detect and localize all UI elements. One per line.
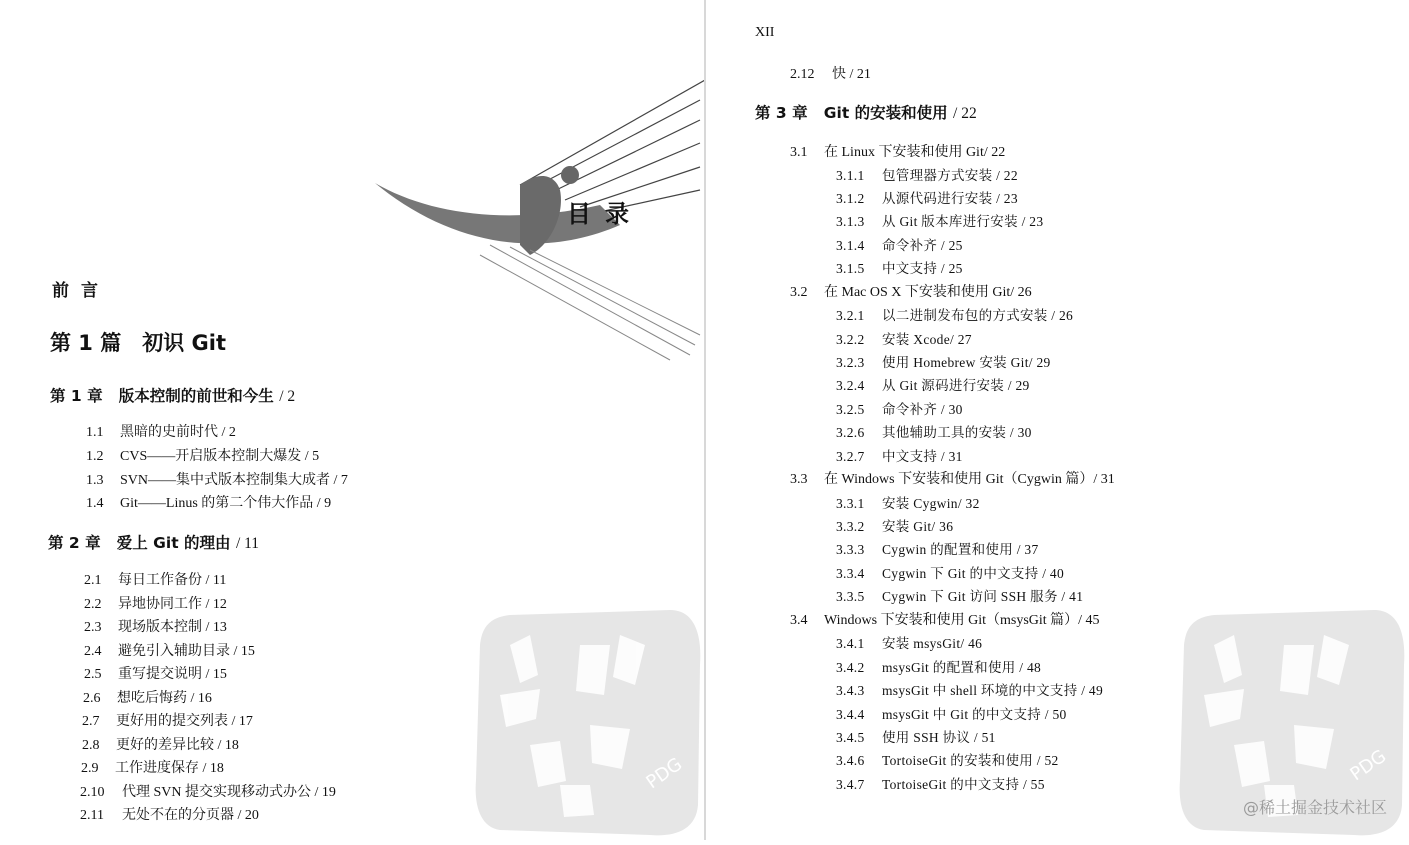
subsection-title: 命令补齐 / 25 (882, 238, 963, 253)
subsection-number: 3.2.7 (836, 449, 865, 464)
section-title: CVS——开启版本控制大爆发 / 5 (120, 449, 320, 464)
section-number: 2.11 (80, 808, 104, 823)
toc-entry[interactable] (84, 663, 227, 683)
toc-subentry[interactable] (836, 726, 996, 746)
subsection-title: 从源代码进行安装 / 23 (882, 191, 1018, 206)
section-number: 1.2 (86, 449, 104, 464)
subsection-title: 使用 SSH 协议 / 51 (882, 730, 996, 745)
subsection-number: 3.3.4 (836, 566, 865, 581)
toc-entry[interactable] (84, 569, 226, 589)
toc-subentry[interactable] (836, 328, 972, 348)
toc-subentry[interactable] (836, 632, 982, 652)
toc-entry[interactable] (86, 492, 331, 512)
toc-subentry[interactable] (836, 187, 1018, 207)
chapter-title: 爱上 Git 的理由 (116, 534, 231, 552)
subsection-title: Cygwin 的配置和使用 / 37 (882, 542, 1039, 557)
toc-entry[interactable] (82, 710, 253, 730)
subsection-title: 使用 Homebrew 安装 Git/ 29 (882, 355, 1051, 370)
subsection-title: TortoiseGit 的安装和使用 / 52 (882, 753, 1059, 768)
toc-subentry[interactable] (836, 492, 980, 512)
section-title: 黑暗的史前时代 / 2 (120, 425, 236, 440)
toc-subentry[interactable] (836, 703, 1067, 723)
toc-subentry[interactable] (836, 374, 1030, 394)
toc-entry[interactable] (86, 421, 236, 441)
section-title: 想吃后悔药 / 16 (117, 691, 212, 706)
section-number: 2.4 (84, 644, 102, 659)
subsection-title: 从 Git 版本库进行安装 / 23 (882, 214, 1044, 229)
subsection-title: msysGit 中 shell 环境的中文支持 / 49 (882, 683, 1104, 698)
stamp-label: PDG (1346, 745, 1391, 786)
left-page (0, 0, 705, 840)
section-number: 2.1 (84, 573, 102, 588)
section-number: 2.3 (84, 620, 102, 635)
chapter-page: / 11 (235, 535, 260, 552)
windsurfer-illustration (370, 75, 705, 365)
subsection-number: 3.4.7 (836, 777, 865, 792)
section-title: Windows 下安装和使用 Git（msysGit 篇）/ 45 (824, 613, 1100, 628)
section-number: 1.3 (86, 473, 104, 488)
toc-entry[interactable] (82, 734, 239, 754)
subsection-title: 其他辅助工具的安装 / 30 (882, 425, 1032, 440)
section-number: 2.9 (81, 761, 99, 776)
chapter-title: 版本控制的前世和今生 (118, 387, 274, 405)
section-number: 1.1 (86, 425, 104, 440)
section-title: 快 / 21 (832, 67, 871, 82)
subsection-number: 3.2.6 (836, 425, 865, 440)
toc-subentry[interactable] (836, 562, 1064, 582)
section-number: 2.2 (84, 597, 102, 612)
chapter-label: 第 1 章 (50, 387, 103, 405)
section-title: 工作进度保存 / 18 (115, 761, 224, 776)
toc-subentry[interactable] (836, 164, 1018, 184)
subsection-title: msysGit 中 Git 的中文支持 / 50 (882, 707, 1067, 722)
toc-subentry[interactable] (836, 538, 1039, 558)
toc-entry[interactable] (84, 593, 227, 613)
toc-subentry[interactable] (836, 351, 1051, 371)
toc-subentry[interactable] (836, 679, 1103, 699)
chapter-3-heading[interactable] (755, 101, 977, 123)
toc-subentry[interactable] (836, 515, 953, 535)
toc-entry[interactable] (790, 468, 1115, 488)
part-1-heading[interactable]: 第 1 篇 初识 Git (50, 331, 227, 355)
toc-subentry[interactable] (836, 210, 1043, 230)
section-number: 2.10 (80, 785, 105, 800)
toc-entry[interactable] (83, 687, 212, 707)
toc-entry[interactable] (80, 804, 259, 824)
section-number: 3.2 (790, 285, 808, 300)
toc-entry[interactable] (790, 141, 1005, 161)
subsection-number: 3.1.4 (836, 238, 865, 253)
section-title: 避免引入辅助目录 / 15 (118, 644, 255, 659)
section-title: 每日工作备份 / 11 (118, 573, 227, 588)
section-number: 3.3 (790, 472, 808, 487)
section-title: 更好的差异比较 / 18 (116, 738, 239, 753)
preface-entry[interactable]: 前言 (52, 281, 110, 301)
section-title: Git——Linus 的第二个伟大作品 / 9 (120, 496, 332, 511)
toc-entry[interactable] (790, 281, 1032, 301)
toc-entry[interactable] (84, 640, 255, 660)
subsection-number: 3.1.2 (836, 191, 865, 206)
section-number: 2.12 (790, 67, 815, 82)
chapter-page: / 2 (279, 388, 296, 405)
toc-subentry[interactable] (836, 234, 963, 254)
chapter-2-heading[interactable] (48, 531, 259, 553)
subsection-number: 3.4.2 (836, 660, 865, 675)
section-number: 3.4 (790, 613, 808, 628)
toc-entry[interactable] (790, 63, 871, 83)
subsection-title: 中文支持 / 31 (882, 449, 963, 464)
toc-subentry[interactable] (836, 749, 1059, 769)
section-title: 在 Windows 下安装和使用 Git（Cygwin 篇）/ 31 (824, 472, 1115, 487)
section-number: 2.8 (82, 738, 100, 753)
subsection-title: Cygwin 下 Git 的中文支持 / 40 (882, 566, 1065, 581)
subsection-title: 命令补齐 / 30 (882, 402, 963, 417)
subsection-title: 从 Git 源码进行安装 / 29 (882, 378, 1030, 393)
section-title: 无处不在的分页器 / 20 (122, 808, 259, 823)
toc-entry[interactable] (86, 469, 348, 489)
toc-subentry[interactable] (836, 773, 1045, 793)
subsection-number: 3.4.3 (836, 683, 865, 698)
section-title: 代理 SVN 提交实现移动式办公 / 19 (122, 785, 336, 800)
section-title: 重写提交说明 / 15 (118, 667, 227, 682)
toc-entry[interactable] (86, 445, 319, 465)
subsection-number: 3.3.1 (836, 496, 865, 511)
subsection-number: 3.4.4 (836, 707, 865, 722)
toc-subentry[interactable] (836, 656, 1041, 676)
right-page (706, 0, 1409, 840)
subsection-title: 包管理器方式安装 / 22 (882, 168, 1018, 183)
subsection-title: 以二进制发布包的方式安装 / 26 (882, 308, 1074, 323)
chapter-page: / 22 (953, 105, 977, 122)
toc-subentry[interactable] (836, 398, 963, 418)
subsection-number: 3.3.5 (836, 589, 865, 604)
section-number: 2.7 (82, 714, 100, 729)
subsection-title: Cygwin 下 Git 访问 SSH 服务 / 41 (882, 589, 1084, 604)
toc-subentry[interactable] (836, 257, 963, 277)
subsection-title: 安装 Cygwin/ 32 (882, 496, 980, 511)
toc-entry[interactable] (84, 616, 227, 636)
section-number: 3.1 (790, 145, 808, 160)
subsection-title: 安装 Xcode/ 27 (882, 332, 972, 347)
section-title: 异地协同工作 / 12 (118, 597, 227, 612)
subsection-number: 3.3.3 (836, 542, 865, 557)
toc-subentry[interactable] (836, 304, 1073, 324)
section-title: SVN——集中式版本控制集大成者 / 7 (120, 473, 348, 488)
section-number: 1.4 (86, 496, 104, 511)
toc-subentry[interactable] (836, 585, 1083, 605)
section-number: 2.6 (83, 691, 101, 706)
toc-entry[interactable] (80, 781, 336, 801)
subsection-title: 安装 Git/ 36 (882, 519, 954, 534)
subsection-number: 3.1.3 (836, 214, 865, 229)
subsection-number: 3.2.5 (836, 402, 865, 417)
stamp-label: PDG (642, 753, 687, 794)
toc-entry[interactable] (81, 757, 224, 777)
toc-subentry[interactable] (836, 445, 963, 465)
subsection-number: 3.4.6 (836, 753, 865, 768)
subsection-number: 3.4.1 (836, 636, 865, 651)
section-title: 在 Linux 下安装和使用 Git/ 22 (824, 145, 1006, 160)
chapter-1-heading[interactable] (50, 384, 295, 406)
subsection-number: 3.1.5 (836, 261, 865, 276)
page-number: XII (755, 25, 775, 40)
toc-subentry[interactable] (836, 421, 1032, 441)
subsection-number: 3.2.1 (836, 308, 865, 323)
chapter-title: Git 的安装和使用 (823, 104, 948, 122)
subsection-number: 3.2.3 (836, 355, 865, 370)
subsection-number: 3.2.4 (836, 378, 865, 393)
section-title: 现场版本控制 / 13 (118, 620, 227, 635)
subsection-number: 3.4.5 (836, 730, 865, 745)
chapter-label: 第 2 章 (48, 534, 101, 552)
seal-graphic (470, 605, 705, 840)
toc-entry[interactable] (790, 609, 1100, 629)
section-title: 更好用的提交列表 / 17 (116, 714, 253, 729)
library-stamp (470, 605, 705, 845)
subsection-title: msysGit 的配置和使用 / 48 (882, 660, 1042, 675)
site-watermark: @稀土掘金技术社区 (1242, 798, 1387, 817)
subsection-title: 安装 msysGit/ 46 (882, 636, 983, 651)
subsection-title: TortoiseGit 的中文支持 / 55 (882, 777, 1045, 792)
subsection-number: 3.1.1 (836, 168, 865, 183)
subsection-number: 3.2.2 (836, 332, 865, 347)
subsection-number: 3.3.2 (836, 519, 865, 534)
subsection-title: 中文支持 / 25 (882, 261, 963, 276)
toc-title: 目录 (567, 202, 643, 228)
chapter-label: 第 3 章 (755, 104, 808, 122)
section-number: 2.5 (84, 667, 102, 682)
section-title: 在 Mac OS X 下安装和使用 Git/ 26 (824, 285, 1032, 300)
